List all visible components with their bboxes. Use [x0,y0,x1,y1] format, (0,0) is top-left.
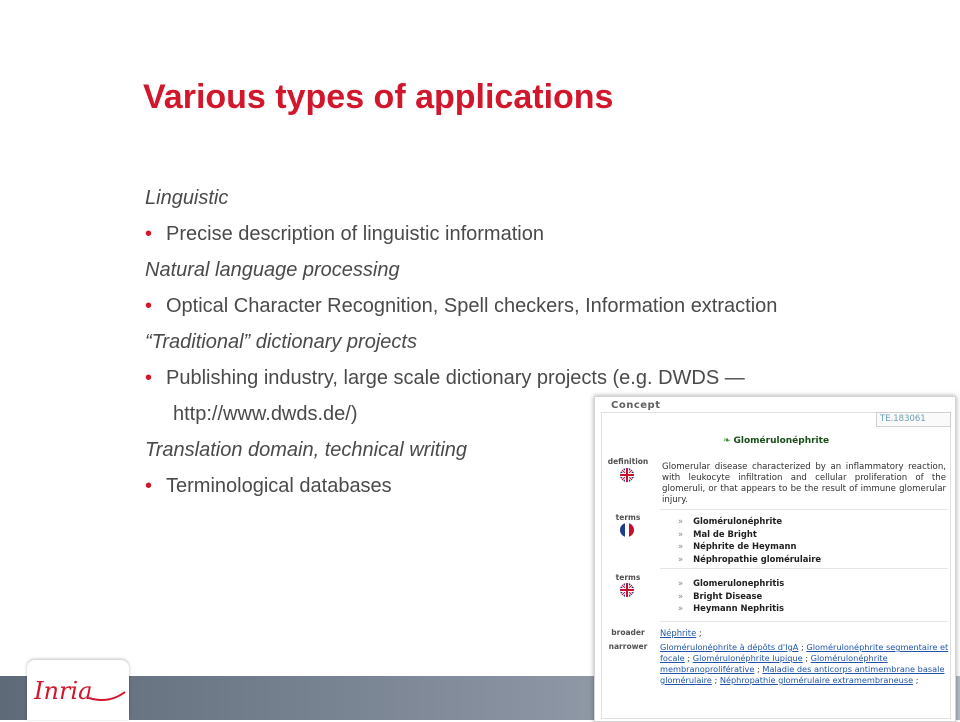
bullet-item [145,288,905,324]
bullet-icon: • [145,367,153,389]
bullet-text: Publishing industry, large scale dictionary projects (e.g. DWDS — [166,367,745,389]
narrower-link[interactable]: Néphropathie glomérulaire extramembraneuse [719,675,914,685]
divider [660,568,948,569]
inria-logo-tab [27,660,129,720]
concept-heading: ❧ Glomérulonéphrite [722,436,830,446]
narrower-link[interactable]: Glomérulonéphrite à dépôts d'IgA [660,642,799,652]
term-item[interactable]: » Mal de Bright [678,528,757,539]
uk-flag-icon [620,468,634,482]
definition-text: Glomerular disease characterized by an inflammatory reaction, with leukocyte infiltration and cellular proliferation of the glomeruli, or that appears to be the result of immune glomerular injury. [662,462,946,505]
bullet-item [145,360,905,396]
narrower-link[interactable]: Glomérulonéphrite segmentaire et focale [660,642,949,663]
narrower-label: narrower [608,642,648,651]
narrower-link[interactable]: Glomérulonéphrite membranoproliférative [660,653,888,674]
category-traditional-dictionary: “Traditional” dictionary projects [145,331,417,353]
narrower-link[interactable]: Maladie des anticorps antimembrane basale glomérulaire [660,664,945,685]
bullet-text: Optical Character Recognition, Spell checkers, Information extraction [166,295,778,317]
slide-title: Various types of applications [143,78,614,116]
concept-id: TE.183061 [876,412,951,427]
broader-link[interactable]: Néphrite [660,628,697,638]
bullet-icon: • [145,223,153,245]
bullet-item [145,216,905,252]
narrower-link[interactable]: Glomérulonéphrite lupique [692,653,803,663]
concept-card [601,412,951,719]
bullet-text: Precise description of linguistic information [166,223,544,245]
term-item[interactable]: » Bright Disease [678,590,763,601]
svg-text:Inria: Inria [34,677,93,705]
bullet-icon: • [145,295,153,317]
narrower-list: Glomérulonéphrite à dépôts d'IgA ; Glomérulonéphrite segmentaire et focale ; Glomérulonéphrite lupique ; Glomérulonéphrite membranoproliférative ; Maladie des anticorps antimembrane basale glomérulaire ; Néphropathie glomérulaire extramembraneuse ; [660,642,949,685]
term-item[interactable]: » Néphropathie glomérulaire [678,553,822,564]
dwds-url: http://www.dwds.de/) [173,403,358,425]
divider [660,509,948,510]
category-translation: Translation domain, technical writing [145,439,468,461]
uk-flag-icon [620,583,634,597]
definition-label: definition [607,457,649,466]
concept-screenshot [594,396,956,722]
bullet-text: Terminological databases [166,475,392,497]
term-item[interactable]: » Glomerulonephritis [678,578,785,588]
bullet-icon: • [145,475,153,497]
category-nlp: Natural language processing [145,259,400,281]
terms-en-label: terms [615,573,641,582]
term-item[interactable]: » Glomérulonéphrite [678,516,783,526]
concept-tab: Concept [611,400,661,411]
divider [660,621,948,622]
leaf-icon: ❧ [722,436,731,446]
terms-fr-list [678,515,821,565]
term-item[interactable]: » Néphrite de Heymann [678,541,797,551]
category-linguistic: Linguistic [145,187,229,209]
term-item[interactable]: » Heymann Nephritis [678,603,784,613]
france-flag-icon [620,523,634,537]
terms-fr-label: terms [615,513,641,522]
broader-row: Néphrite ; [660,628,702,638]
inria-logo [31,676,127,706]
broader-label: broader [611,628,645,637]
terms-en-list [678,577,784,615]
